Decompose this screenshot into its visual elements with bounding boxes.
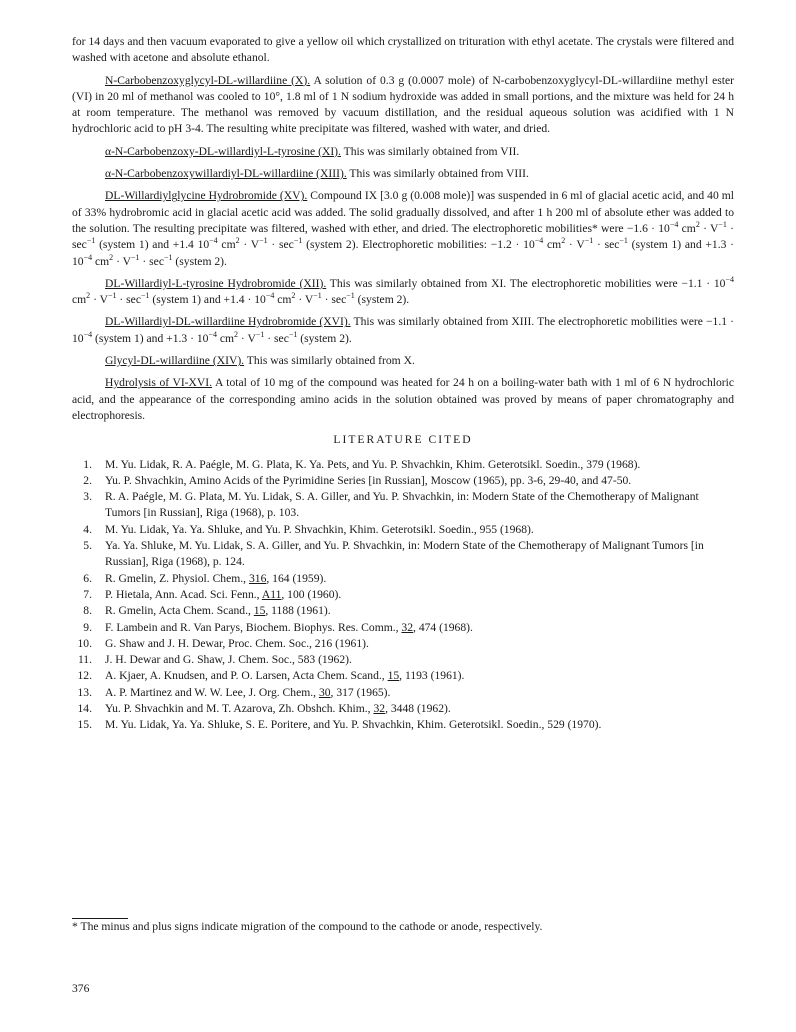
reference-item <box>72 587 734 603</box>
compound-heading: N-Carbobenzoxyglycyl-DL-willardiine (X). <box>105 73 311 87</box>
paragraph-text: This was similarly obtained from XI. The electrophoretic mobilities were −1.1 · 10 <box>326 276 726 290</box>
paragraph-text: · sec <box>593 238 620 252</box>
exponent: −4 <box>534 236 544 246</box>
footnote: * The minus and plus signs indicate migration of the compound to the cathode or anode, respectively. <box>72 920 543 933</box>
reference-item <box>72 603 734 619</box>
paragraph-compound-xiii <box>72 166 734 182</box>
literature-cited-heading: LITERATURE CITED <box>333 433 473 447</box>
exponent: 2 <box>234 329 239 339</box>
reference-text: R. A. Paégle, M. G. Plata, M. Yu. Lidak, S. A. Giller, and Yu. P. Shvachkin, in: Modern State of the Chemotherapy of Malignant Tumors [in Russian], Riga (1968), p. 103. <box>105 490 699 520</box>
reference-volume: 15 <box>253 604 266 618</box>
reference-number: 12. <box>77 669 92 683</box>
paragraph-text: · sec <box>116 293 141 307</box>
reference-volume: 30 <box>318 685 331 699</box>
reference-text: R. Gmelin, Acta Chem. Scand., <box>105 604 254 618</box>
reference-text: P. Hietala, Ann. Acad. Sci. Fenn., <box>105 587 262 601</box>
reference-item <box>72 522 734 538</box>
exponent: 2 <box>86 291 91 301</box>
reference-number: 11. <box>77 653 92 667</box>
reference-text: R. Gmelin, Z. Physiol. Chem., <box>105 571 249 585</box>
exponent: −1 <box>313 291 322 301</box>
paragraph-text: This was similarly obtained from X. <box>244 354 415 368</box>
reference-text: Yu. P. Shvachkin, Amino Acids of the Pyrimidine Series [in Russian], Moscow (1965), pp. 3-6, 29-40, and 47-50. <box>105 473 632 487</box>
reference-number: 6. <box>83 571 92 585</box>
paragraph-text: · V <box>295 293 314 307</box>
reference-text-end: , 100 (1960). <box>281 587 342 601</box>
compound-heading: DL-Willardiylglycine Hydrobromide (XV). <box>105 189 308 203</box>
exponent: 2 <box>109 252 114 262</box>
paragraph-text: (system 2). <box>297 331 352 345</box>
exponent: −4 <box>669 220 679 230</box>
compound-heading: Hydrolysis of VI-XVI. <box>105 376 213 390</box>
exponent: −1 <box>140 291 150 301</box>
exponent: 2 <box>561 236 566 246</box>
reference-text: G. Shaw and J. H. Dewar, Proc. Chem. Soc., 216 (1961). <box>105 636 369 650</box>
exponent: −1 <box>288 329 298 339</box>
reference-text: M. Yu. Lidak, Ya. Ya. Shluke, and Yu. P. Shvachkin, Khim. Geterotsikl. Soedin., 955 (1968). <box>105 522 534 536</box>
reference-number: 1. <box>83 457 92 471</box>
exponent: −1 <box>293 236 303 246</box>
reference-item <box>72 636 734 652</box>
paragraph-compound-xv <box>72 188 734 269</box>
paragraph-text: · V <box>238 331 256 345</box>
paragraph-text: · sec <box>321 293 347 307</box>
reference-number: 8. <box>83 604 92 618</box>
paragraph-text: · V <box>90 293 108 307</box>
compound-heading: Glycyl-DL-willardiine (XIV). <box>105 354 245 368</box>
paragraph-text: Compound IX [3.0 g (0.008 mole)] was suspended in 6 ml of glacial acetic acid, and 40 ml of 33% hydrobromic acid in glacial acetic acid was added. The solid gradually dissolved, and after 1 h 200 ml of absolute ether was added to the solution. The resulting precipitate was filtered, washed with ether, and dried. The electrophoretic mobilities* were −1.6 · 10 <box>72 189 734 235</box>
exponent: −1 <box>163 252 173 262</box>
reference-item <box>72 538 734 571</box>
paragraph-text: · V <box>565 238 585 252</box>
paragraph-compound-x <box>72 73 734 138</box>
reference-item <box>72 685 734 701</box>
reference-item <box>72 457 734 473</box>
paragraph-text: cm <box>217 238 236 252</box>
compound-heading: α-N-Carbobenzoxy-DL-willardiyl-L-tyrosine (XI). <box>105 144 341 158</box>
exponent: −4 <box>83 329 93 339</box>
paragraph-text: (system 1) and +1.3 · 10 <box>92 331 209 345</box>
exponent: −1 <box>86 236 96 246</box>
reference-volume: 15 <box>387 669 400 683</box>
exponent: −4 <box>725 275 734 284</box>
paragraph-text: This was similarly obtained from XIII. The electrophoretic mobilities were −1.1 · 10 <box>72 315 734 345</box>
reference-number: 9. <box>83 620 92 634</box>
paragraph-text: (system 2). <box>354 293 410 307</box>
exponent: −1 <box>718 220 727 230</box>
reference-volume: 32 <box>373 701 386 715</box>
paragraph-text: (system 1) and +1.3 · 10 <box>72 238 735 268</box>
paragraph-compound-xi <box>72 144 734 160</box>
reference-item <box>72 668 734 684</box>
reference-text: A. P. Martinez and W. W. Lee, J. Org. Chem., <box>105 685 319 699</box>
paragraph-text: (system 2). Electrophoretic mobilities: −1.2 · 10 <box>302 238 535 252</box>
exponent: −1 <box>584 236 594 246</box>
reference-number: 3. <box>83 490 92 504</box>
reference-item <box>72 701 734 717</box>
paragraph-text: · sec <box>72 221 735 252</box>
paragraph-text: cm <box>678 221 696 235</box>
exponent: −4 <box>208 329 217 339</box>
compound-heading: DL-Willardiyl-L-tyrosine Hydrobromide (XII). <box>105 276 327 290</box>
reference-text: J. H. Dewar and G. Shaw, J. Chem. Soc., 583 (1962). <box>105 653 352 667</box>
reference-text-end: , 1188 (1961). <box>265 604 331 618</box>
reference-item <box>72 489 734 522</box>
reference-item <box>72 620 734 636</box>
page-number: 376 <box>72 982 90 995</box>
paragraph-hydrolysis <box>72 375 734 424</box>
reference-number: 7. <box>83 587 92 601</box>
paragraph-text: (system 1) and +1.4 · 10 <box>149 293 266 307</box>
paragraph-text: A solution of 0.3 g (0.0007 mole) of N-carbobenzoxyglycyl-DL-willardiine methyl ester (VI) in 20 ml of methanol was cooled to 10°, 1.8 ml of 1 N sodium hydroxide was added in small portions, and the mixture was held for 24 h at room temperature. The methanol was removed by vacuum distillation, and the residual aqueous solution was acidified with 1 N hydrochloric acid to pH 3-4. The resulting white precipitate was filtered, washed with water, and dried. <box>72 73 734 136</box>
reference-number: 4. <box>83 522 92 536</box>
reference-text: A. Kjaer, A. Knudsen, and P. O. Larsen, Acta Chem. Scand., <box>105 669 388 683</box>
compound-heading: α-N-Carbobenzoxywillardiyl-DL-willardiine (XIII). <box>105 167 347 181</box>
exponent: −1 <box>131 252 140 262</box>
exponent: −1 <box>255 329 265 339</box>
paragraph-text: This was similarly obtained from VIII. <box>346 167 529 181</box>
paragraph-text: cm <box>543 238 562 252</box>
reference-text-end: , 1193 (1961). <box>399 669 465 683</box>
paragraph-text: cm <box>72 293 87 307</box>
reference-volume: 32 <box>401 620 414 634</box>
paragraph-compound-xii <box>72 276 734 309</box>
reference-item <box>72 473 734 489</box>
reference-text-end: , 317 (1965). <box>330 685 391 699</box>
exponent: −4 <box>209 236 218 246</box>
reference-volume: 316 <box>248 571 267 585</box>
reference-number: 10. <box>77 636 92 650</box>
reference-text: M. Yu. Lidak, R. A. Paégle, M. G. Plata, K. Ya. Pets, and Yu. P. Shvachkin, Khim. Geterotsikl. Soedin., 379 (1968). <box>105 457 641 471</box>
exponent: 2 <box>235 236 240 246</box>
reference-volume: A11 <box>261 587 282 601</box>
reference-number: 15. <box>77 718 92 732</box>
reference-text: M. Yu. Lidak, Ya. Ya. Shluke, S. E. Poritere, and Yu. P. Shvachkin, Khim. Geterotsikl. Soedin., 529 (1970). <box>105 718 602 732</box>
paragraph-compound-xiv <box>72 353 734 369</box>
exponent: −1 <box>346 291 355 301</box>
paragraph-compound-xvi <box>72 314 734 347</box>
reference-number: 14. <box>77 701 92 715</box>
paragraph-text: (system 2). <box>172 254 227 268</box>
exponent: 2 <box>695 220 700 230</box>
paragraph-text: · sec <box>139 254 164 268</box>
reference-item <box>72 571 734 587</box>
reference-text-end: , 164 (1959). <box>266 571 327 585</box>
paragraph-text: cm <box>216 331 235 345</box>
page-body <box>72 34 734 734</box>
exponent: −4 <box>83 252 93 262</box>
reference-item <box>72 652 734 668</box>
exponent: −4 <box>265 291 275 301</box>
paragraph-text: cm <box>92 254 110 268</box>
paragraph-text: (system 1) and +1.4 10 <box>95 238 210 252</box>
reference-list <box>72 457 734 734</box>
reference-text: Ya. Ya. Shluke, M. Yu. Lidak, S. A. Giller, and Yu. P. Shvachkin, in: Modern State of the Chemotherapy of Malignant Tumors [in Russian], Riga (1968), p. 124. <box>105 539 704 569</box>
paragraph-text: · sec <box>267 238 294 252</box>
compound-heading: DL-Willardiyl-DL-willardiine Hydrobromide (XVI). <box>105 315 351 329</box>
exponent: −1 <box>619 236 628 246</box>
reference-number: 5. <box>83 539 92 553</box>
reference-text: Yu. P. Shvachkin and M. T. Azarova, Zh. Obshch. Khim., <box>105 701 374 715</box>
reference-item <box>72 717 734 733</box>
reference-text-end: , 3448 (1962). <box>385 701 451 715</box>
paragraph-text: cm <box>274 293 292 307</box>
paragraph-text: A total of 10 mg of the compound was heated for 24 h on a boiling-water bath with 1 ml of 6 N hydrochloric acid, and the appearance of the corresponding amino acids in the solution obtained was proved by means of paper chromatography and electrophoresis. <box>72 376 734 422</box>
paragraph-text: · sec <box>264 331 289 345</box>
paragraph-text: · V <box>113 254 131 268</box>
paragraph-text: · V <box>699 221 719 235</box>
reference-number: 2. <box>83 473 92 487</box>
reference-text-end: , 474 (1968). <box>413 620 473 634</box>
reference-number: 13. <box>77 685 92 699</box>
paragraph-text: · V <box>239 238 260 252</box>
paragraph-text: This was similarly obtained from VII. <box>340 144 520 158</box>
exponent: 2 <box>291 291 296 301</box>
paragraph-continuation: for 14 days and then vacuum evaporated to give a yellow oil which crystallized on trituration with ethyl acetate. The crystals were filtered and washed with acetone and absolute ethanol. <box>72 35 734 65</box>
reference-text: F. Lambein and R. Van Parys, Biochem. Biophys. Res. Comm., <box>105 620 402 634</box>
exponent: −1 <box>108 291 117 301</box>
exponent: −1 <box>259 236 268 246</box>
